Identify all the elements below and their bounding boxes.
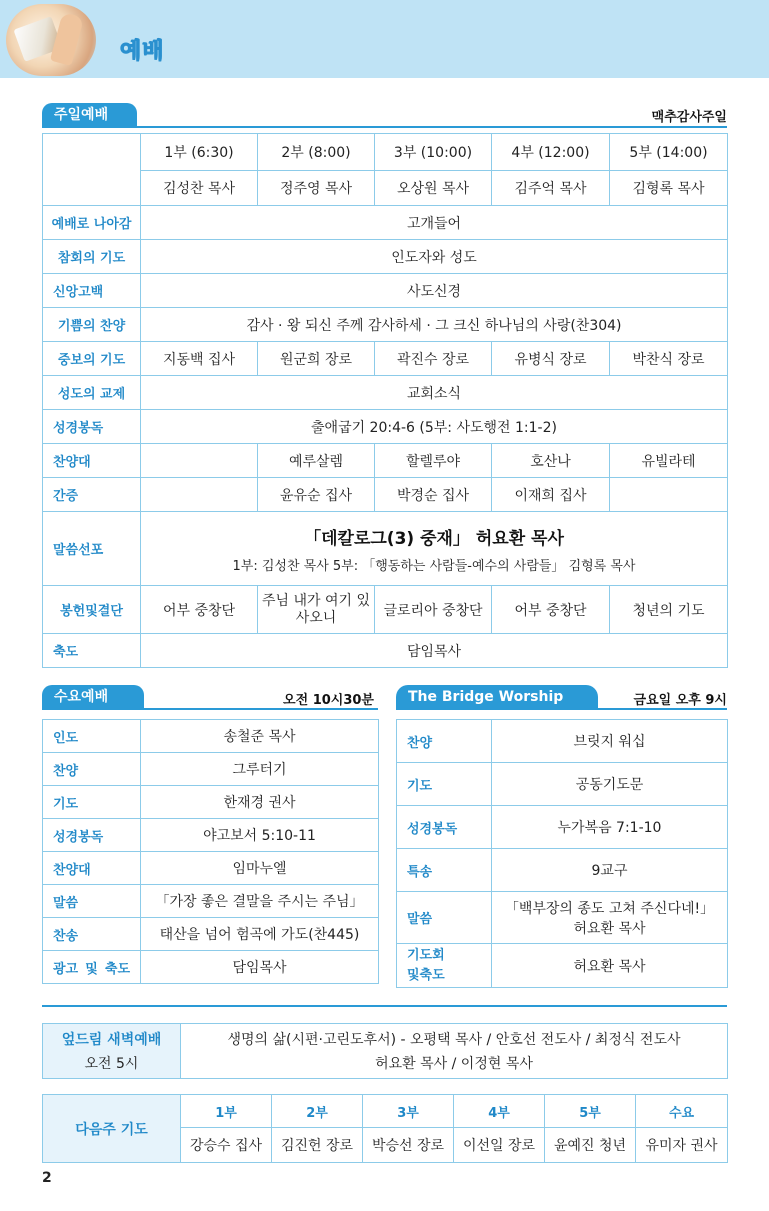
next-prayer-header-row xyxy=(43,1095,728,1128)
row-label: 찬양 xyxy=(397,720,492,763)
row-label: 성경봉독 xyxy=(397,806,492,849)
row-value: 9교구 xyxy=(492,849,728,892)
wednesday-row xyxy=(43,819,379,852)
row-label-line: 기도회 xyxy=(407,947,445,963)
empty-corner-cell xyxy=(43,134,141,206)
row-value: 어부 중창단 xyxy=(141,586,258,634)
row-label: 기도 xyxy=(43,786,141,819)
section-divider xyxy=(42,1005,727,1007)
next-prayer-header: 4부 xyxy=(454,1095,545,1128)
dawn-label: 엎드림 새벽예배 xyxy=(61,1032,162,1048)
row-value: 박찬식 장로 xyxy=(610,342,728,376)
service-time: 3부 (10:00) xyxy=(375,134,492,171)
row-value xyxy=(610,478,728,512)
sunday-tab-line xyxy=(42,126,727,128)
row-value: 인도자와 성도 xyxy=(141,240,728,274)
service-time-row xyxy=(43,134,728,171)
bridge-tab: The Bridge Worship xyxy=(396,685,598,709)
row-label: 찬양 xyxy=(43,753,141,786)
row-value: 허요환 목사 xyxy=(492,944,728,988)
wednesday-tab-line xyxy=(42,708,378,710)
wednesday-tab: 수요예배 xyxy=(42,685,144,709)
wednesday-row xyxy=(43,918,379,951)
row-value xyxy=(492,892,728,944)
row-hymn xyxy=(43,308,728,342)
service-time: 1부 (6:30) xyxy=(141,134,258,171)
next-prayer-header: 1부 xyxy=(181,1095,272,1128)
bridge-row xyxy=(397,806,728,849)
row-value xyxy=(141,512,728,586)
dawn-row xyxy=(43,1024,728,1079)
row-label: 봉헌및결단 xyxy=(43,586,141,634)
wednesday-note: 오전 10시30분 xyxy=(283,693,374,708)
row-value: 공동기도문 xyxy=(492,763,728,806)
service-leader: 김주억 목사 xyxy=(492,171,610,206)
next-prayer-name: 강승수 집사 xyxy=(181,1128,272,1163)
wednesday-table xyxy=(42,719,379,984)
sunday-note: 맥추감사주일 xyxy=(651,110,727,125)
bridge-note: 금요일 오후 9시 xyxy=(633,693,727,708)
row-label: 중보의 기도 xyxy=(43,342,141,376)
row-label: 말씀 xyxy=(397,892,492,944)
row-value: 「가장 좋은 결말을 주시는 주님」 xyxy=(141,885,379,918)
row-intercession xyxy=(43,342,728,376)
row-value: 예루살렘 xyxy=(258,444,375,478)
row-offering xyxy=(43,586,728,634)
row-reading xyxy=(43,410,728,444)
row-value: 청년의 기도 xyxy=(610,586,728,634)
row-value: 어부 중창단 xyxy=(492,586,610,634)
row-choir xyxy=(43,444,728,478)
row-value: 한재경 권사 xyxy=(141,786,379,819)
row-value xyxy=(141,444,258,478)
wednesday-row xyxy=(43,720,379,753)
bridge-sermon-title: 「백부장의 종도 고쳐 주신다네!」 xyxy=(504,900,715,917)
row-value: 곽진수 장로 xyxy=(375,342,492,376)
dawn-time: 오전 5시 xyxy=(84,1056,139,1072)
wednesday-row xyxy=(43,786,379,819)
row-value: 태산을 넘어 험곡에 가도(찬445) xyxy=(141,918,379,951)
row-label: 광고 및 축도 xyxy=(43,951,141,984)
service-leader: 정주영 목사 xyxy=(258,171,375,206)
next-prayer-header: 수요 xyxy=(636,1095,728,1128)
bridge-table xyxy=(396,719,728,988)
row-value: 박경순 집사 xyxy=(375,478,492,512)
service-time: 4부 (12:00) xyxy=(492,134,610,171)
sermon-subtitle: 1부: 김성찬 목사 5부: 「행동하는 사람들-예수의 사람들」 김형록 목사 xyxy=(232,558,636,574)
bridge-row xyxy=(397,944,728,988)
wednesday-row xyxy=(43,885,379,918)
row-value: 유빌라테 xyxy=(610,444,728,478)
row-label: 기도 xyxy=(397,763,492,806)
row-value: 할렐루야 xyxy=(375,444,492,478)
row-creed xyxy=(43,274,728,308)
sunday-table xyxy=(42,133,728,668)
row-value: 글로리아 중창단 xyxy=(375,586,492,634)
service-leader: 김형록 목사 xyxy=(610,171,728,206)
row-label: 말씀선포 xyxy=(43,512,141,586)
row-value: 송철준 목사 xyxy=(141,720,379,753)
page-title: 예배 xyxy=(120,39,165,64)
row-value: 브릿지 워십 xyxy=(492,720,728,763)
next-prayer-header: 2부 xyxy=(272,1095,363,1128)
row-label: 말씀 xyxy=(43,885,141,918)
row-call xyxy=(43,206,728,240)
service-leader: 오상원 목사 xyxy=(375,171,492,206)
row-label: 예배로 나아감 xyxy=(43,206,141,240)
bridge-row xyxy=(397,763,728,806)
row-label: 축도 xyxy=(43,634,141,668)
next-prayer-name: 박승선 장로 xyxy=(363,1128,454,1163)
row-label: 특송 xyxy=(397,849,492,892)
praying-bible-image xyxy=(6,4,96,76)
service-time: 2부 (8:00) xyxy=(258,134,375,171)
bridge-row xyxy=(397,892,728,944)
row-label: 기쁨의 찬양 xyxy=(43,308,141,342)
next-prayer-header: 3부 xyxy=(363,1095,454,1128)
next-prayer-name: 윤예진 청년 xyxy=(545,1128,636,1163)
row-label: 인도 xyxy=(43,720,141,753)
row-value: 윤유순 집사 xyxy=(258,478,375,512)
sunday-tab: 주일예배 xyxy=(42,103,137,127)
row-label xyxy=(397,944,492,988)
service-time: 5부 (14:00) xyxy=(610,134,728,171)
row-value: 고개들어 xyxy=(141,206,728,240)
row-value: 출애굽기 20:4-6 (5부: 사도행전 1:1-2) xyxy=(141,410,728,444)
wednesday-row xyxy=(43,951,379,984)
row-value xyxy=(141,478,258,512)
row-label: 성경봉독 xyxy=(43,819,141,852)
row-value: 이재희 집사 xyxy=(492,478,610,512)
row-value: 임마누엘 xyxy=(141,852,379,885)
bridge-tab-line xyxy=(396,708,727,710)
row-label: 참회의 기도 xyxy=(43,240,141,274)
dawn-label-cell xyxy=(43,1024,181,1079)
row-value: 호산나 xyxy=(492,444,610,478)
row-sermon xyxy=(43,512,728,586)
row-label: 성도의 교제 xyxy=(43,376,141,410)
service-leader-row xyxy=(43,171,728,206)
row-label: 성경봉독 xyxy=(43,410,141,444)
row-value: 야고보서 5:10-11 xyxy=(141,819,379,852)
row-value: 지동백 집사 xyxy=(141,342,258,376)
row-label-line: 및축도 xyxy=(407,967,445,983)
row-value: 유병식 장로 xyxy=(492,342,610,376)
next-prayer-header: 5부 xyxy=(545,1095,636,1128)
row-value: 교회소식 xyxy=(141,376,728,410)
bridge-sermon-speaker: 허요환 목사 xyxy=(573,920,646,937)
dawn-content xyxy=(181,1024,728,1079)
bridge-row xyxy=(397,720,728,763)
row-fellowship xyxy=(43,376,728,410)
row-value: 원군희 장로 xyxy=(258,342,375,376)
row-value: 감사 · 왕 되신 주께 감사하세 · 그 크신 하나님의 사랑(찬304) xyxy=(141,308,728,342)
page-header xyxy=(0,0,769,78)
next-prayer-name: 김진헌 장로 xyxy=(272,1128,363,1163)
wednesday-row xyxy=(43,753,379,786)
page-number: 2 xyxy=(42,1170,52,1186)
service-leader: 김성찬 목사 xyxy=(141,171,258,206)
row-label: 찬양대 xyxy=(43,852,141,885)
row-value: 주님 내가 여기 있사오니 xyxy=(258,586,375,634)
dawn-line-1: 생명의 삶(시편·고린도후서) - 오평택 목사 / 안호선 전도사 / 최정식 전도사 xyxy=(227,1032,681,1048)
next-prayer-label: 다음주 기도 xyxy=(43,1095,181,1163)
row-label: 찬양대 xyxy=(43,444,141,478)
next-prayer-table xyxy=(42,1094,728,1163)
bridge-row xyxy=(397,849,728,892)
wednesday-row xyxy=(43,852,379,885)
next-prayer-name: 유미자 권사 xyxy=(636,1128,728,1163)
next-prayer-name: 이선일 장로 xyxy=(454,1128,545,1163)
row-label: 간증 xyxy=(43,478,141,512)
sermon-title: 「데칼로그(3) 중재」 허요환 목사 xyxy=(304,528,564,549)
row-value: 그루터기 xyxy=(141,753,379,786)
row-value: 담임목사 xyxy=(141,951,379,984)
row-confession xyxy=(43,240,728,274)
row-value: 누가복음 7:1-10 xyxy=(492,806,728,849)
row-label: 찬송 xyxy=(43,918,141,951)
row-label: 신앙고백 xyxy=(43,274,141,308)
dawn-line-2: 허요환 목사 / 이정현 목사 xyxy=(375,1056,533,1072)
row-testimony xyxy=(43,478,728,512)
dawn-table xyxy=(42,1023,728,1079)
row-value: 담임목사 xyxy=(141,634,728,668)
row-benediction xyxy=(43,634,728,668)
row-value: 사도신경 xyxy=(141,274,728,308)
